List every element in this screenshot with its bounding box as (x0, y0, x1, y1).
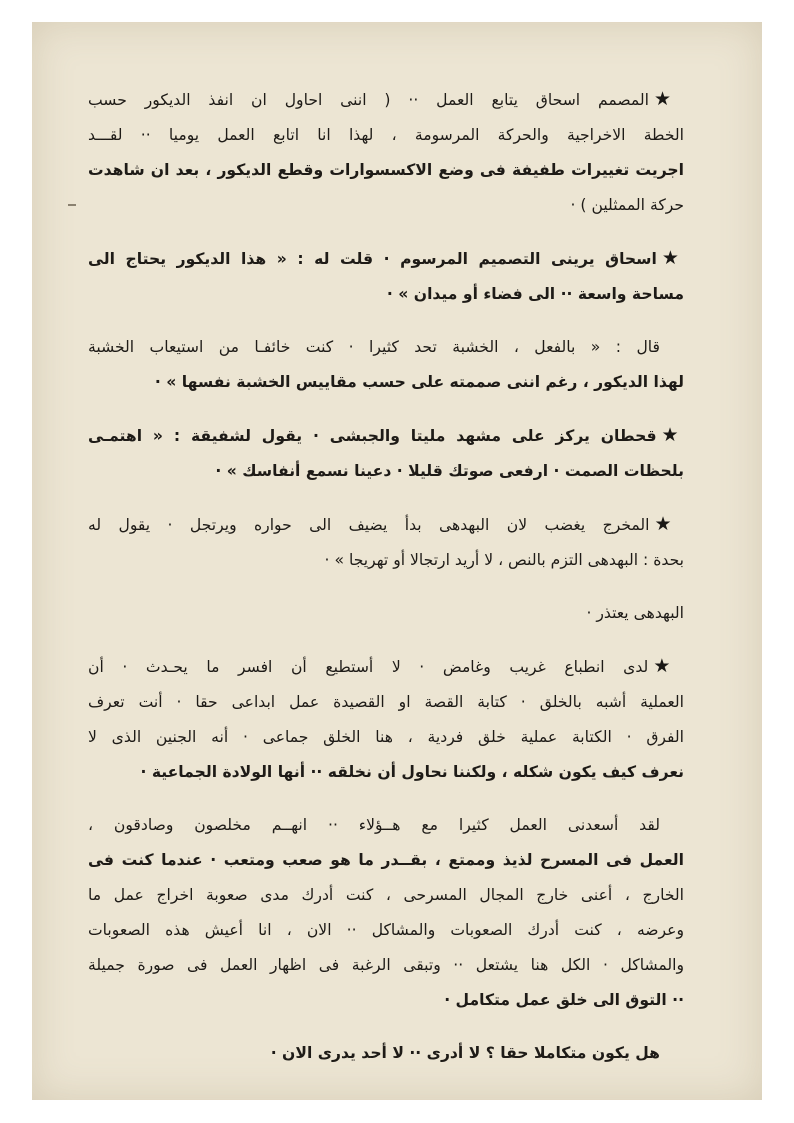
paragraph-2 (88, 241, 684, 312)
para-7-line-2: العملية أشبه بالخلق · كتابة القصة او القصيدة عمل ابداعى حقا · أنت تعرف (88, 693, 684, 711)
paragraph-1 (88, 82, 684, 223)
para-8-line-2: العمل فى المسرح لذيذ وممتع ، بقــدر ما هو صعب ومتعب · عندما كنت فى (88, 851, 684, 869)
para-7-line-1: لدى انطباع غريب وغامض · لا أستطيع أن افسر ما يحـدث · أن (88, 658, 649, 676)
paragraph-4 (88, 418, 684, 489)
para-4-line-2: بلحظات الصمت · ارفعى صوتك قليلا · دعينا نسمع أنفاسك » · (215, 462, 684, 480)
para-1-line-2: الخطة الاخراجية والحركة المرسومة ، لهذا انا اتابع العمل يوميا ·· لقـــد (88, 126, 684, 144)
para-7-line-3: الفرق · الكتابة عملية خلق فردية ، هنا الخلق جماعى · أنه الجنين الذى لا (88, 728, 684, 746)
paragraph-3 (88, 330, 684, 400)
para-1-line-4: حركة الممثلين ) · (570, 196, 684, 214)
paragraph-8 (88, 808, 684, 1018)
para-2-line-2: مساحة واسعة ·· الى فضاء أو ميدان » · (386, 285, 684, 303)
star-icon: ★ (653, 655, 684, 677)
para-6-line-1: البهدهى يعتذر · (586, 604, 684, 622)
para-8-line-4: وعرضه ، كنت أدرك الصعوبات والمشاكل ·· الان ، انا أعيش هذه الصعوبات (88, 921, 684, 939)
paragraph-5 (88, 507, 684, 578)
para-8-line-3: الخارج ، أعنى خارج المجال المسرحى ، كنت أدرك مدى صعوبة اخراج عمل ما (88, 886, 684, 904)
para-1-line-3: اجريت تغييرات طفيفة فى وضع الاكسسوارات وقطع الديكور ، بعد ان شاهدت (88, 161, 684, 179)
para-7-line-4: نعرف كيف يكون شكله ، ولكننا نحاول أن نخلقه ·· أنها الولادة الجماعية · (140, 763, 684, 781)
star-icon: ★ (654, 513, 684, 535)
paragraph-6 (88, 596, 684, 631)
scan-speck (68, 204, 76, 206)
page-text (88, 82, 684, 1089)
star-icon: ★ (661, 247, 684, 269)
para-8-line-6: ·· التوق الى خلق عمل متكامل · (444, 991, 684, 1009)
para-9-line-1: هل يكون متكاملا حقا ؟ لا أدرى ·· لا أحد يدرى الان · (270, 1044, 660, 1062)
para-5-line-2: بحدة : البهدهى التزم بالنص ، لا أريد ارتجالا أو تهريجا » · (324, 551, 684, 569)
para-8-line-1: لقد أسعدنى العمل كثيرا مع هــؤلاء ·· انهــم مخلصون وصادقون ، (88, 816, 660, 834)
star-icon: ★ (654, 88, 684, 110)
paragraph-9 (88, 1036, 684, 1071)
para-1-line-1: المصمم اسحاق يتابع العمل ·· ( اننى احاول ان انفذ الديكور حسب (88, 91, 650, 109)
para-3-line-1: قال : « بالفعل ، الخشبة تحد كثيرا · كنت خائفـا من استيعاب الخشبة (88, 338, 660, 356)
para-8-line-5: والمشاكل · الكل هنا يشتعل ·· وتبقى الرغبة فى اظهار العمل فى صورة جميلة (88, 956, 684, 974)
para-5-line-1: المخرج يغضب لان البهدهى بدأ يضيف الى حواره ويرتجل · يقول له (88, 516, 650, 534)
paragraph-7 (88, 649, 684, 790)
para-2-line-1: اسحاق يرينى التصميم المرسوم · قلت له : « هذا الديكور يحتاج الى (88, 250, 657, 268)
para-3-line-2: لهذا الديكور ، رغم اننى صممته على حسب مقاييس الخشبة نفسها » · (154, 373, 684, 391)
para-4-line-1: قحطان يركز على مشهد مليتا والجبشى · يقول لشفيقة : « اهتمـى (88, 427, 657, 445)
star-icon: ★ (661, 424, 685, 446)
